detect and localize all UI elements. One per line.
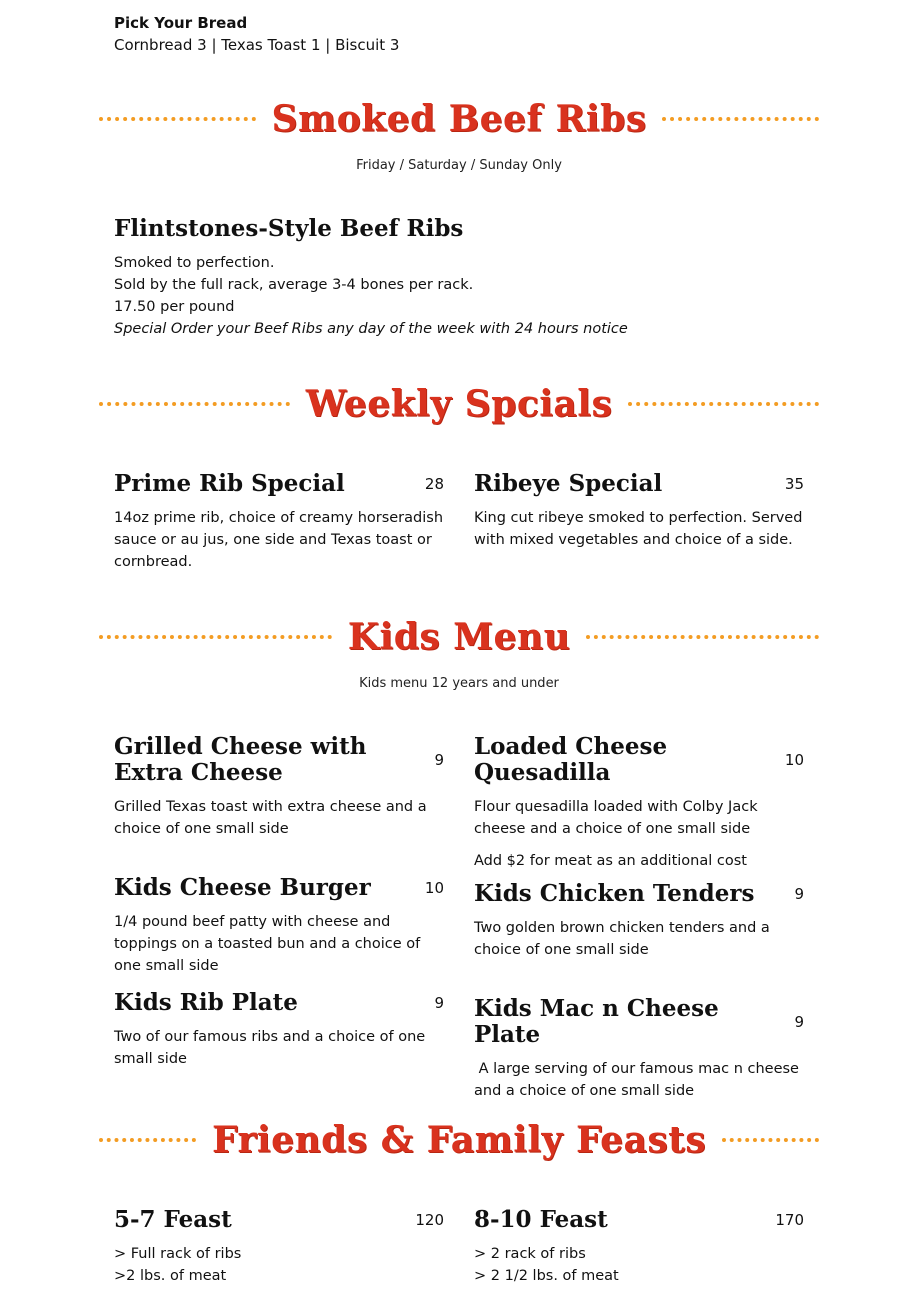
section-title: Kids Menu [347,616,571,658]
item-price: 9 [434,994,444,1012]
item-description: Two of our famous ribs and a choice of one small side [114,1029,426,1067]
menu-item-beef-ribs [114,216,714,340]
menu-item-mac-n-cheese [474,996,804,1102]
menu-item-kids-burger [114,875,444,977]
desc-line: 17.50 per pound [114,299,235,315]
item-price: 28 [424,475,444,493]
item-price: 35 [784,475,804,493]
dotted-divider [722,1138,819,1142]
item-extra-note: Add $2 for meat as an additional cost [474,853,747,869]
item-name: 5-7 Feast [114,1206,232,1233]
item-description: King cut ribeye smoked to perfection. Served with mixed vegetables and choice of a side. [474,510,803,548]
item-description: A large serving of our famous mac n cheese and a choice of one small side [474,1061,804,1099]
dotted-divider [662,117,819,121]
dotted-divider [99,402,290,406]
item-name: Ribeye Special [474,470,663,497]
item-name: Kids Rib Plate [114,989,298,1016]
menu-item-8-10-feast [474,1207,804,1287]
desc-line: >2 lbs. of meat [114,1268,227,1284]
menu-item-ribeye [474,471,804,551]
desc-line: Sold by the full rack, average 3-4 bones per rack. [114,277,474,293]
dotted-divider [628,402,819,406]
menu-item-quesadilla [474,734,804,872]
item-name: Kids Cheese Burger [114,874,371,901]
item-description [114,252,714,340]
bread-section [114,14,399,54]
section-heading-weekly-specials [99,380,819,428]
section-title: Friends & Family Feasts [212,1119,706,1161]
kids-menu-subtitle: Kids menu 12 years and under [359,676,559,691]
item-description [114,1243,444,1287]
item-price: 9 [794,1013,804,1031]
section-heading-feasts [99,1116,819,1164]
menu-item-rib-plate [114,990,444,1070]
beef-ribs-subtitle: Friday / Saturday / Sunday Only [356,158,562,173]
item-price: 170 [775,1211,804,1229]
item-name: Loaded Cheese Quesadilla [474,733,668,786]
item-name: Flintstones-Style Beef Ribs [114,215,464,242]
section-heading-kids-menu [99,613,819,661]
item-price: 9 [794,885,804,903]
item-name: Kids Chicken Tenders [474,880,755,907]
special-order-note: Special Order your Beef Ribs any day of the week with 24 hours notice [114,321,628,337]
dotted-divider [586,635,819,639]
item-price: 10 [424,879,444,897]
section-heading-beef-ribs [99,95,819,143]
item-description: Flour quesadilla loaded with Colby Jack cheese and a choice of one small side [474,799,758,837]
item-name: 8-10 Feast [474,1206,608,1233]
menu-item-grilled-cheese [114,734,444,840]
item-name: Grilled Cheese with Extra Cheese [114,733,367,786]
menu-item-prime-rib [114,471,444,573]
dotted-divider [99,117,256,121]
item-description: Two golden brown chicken tenders and a choice of one small side [474,920,770,958]
menu-item-5-7-feast [114,1207,444,1287]
bread-title: Pick Your Bread [114,14,248,32]
section-title: Weekly Spcials [305,383,613,425]
dotted-divider [99,1138,196,1142]
item-description: Grilled Texas toast with extra cheese and a choice of one small side [114,799,427,837]
menu-item-chicken-tenders [474,881,804,961]
item-description: 14oz prime rib, choice of creamy horseradish sauce or au jus, one side and Texas toast or cornbread. [114,510,444,570]
item-description: 1/4 pound beef patty with cheese and toppings on a toasted bun and a choice of one small side [114,914,421,974]
item-price: 120 [415,1211,444,1229]
dotted-divider [99,635,332,639]
desc-line: > Full rack of ribs [114,1246,242,1262]
desc-line: Smoked to perfection. [114,255,275,271]
item-name: Prime Rib Special [114,470,345,497]
item-price: 9 [434,751,444,769]
item-description [474,1243,804,1287]
item-name: Kids Mac n Cheese Plate [474,995,719,1048]
desc-line: > 2 rack of ribs [474,1246,586,1262]
section-title: Smoked Beef Ribs [271,98,647,140]
bread-options: Cornbread 3 | Texas Toast 1 | Biscuit 3 [114,36,400,54]
desc-line: > 2 1/2 lbs. of meat [474,1268,619,1284]
item-price: 10 [784,751,804,769]
